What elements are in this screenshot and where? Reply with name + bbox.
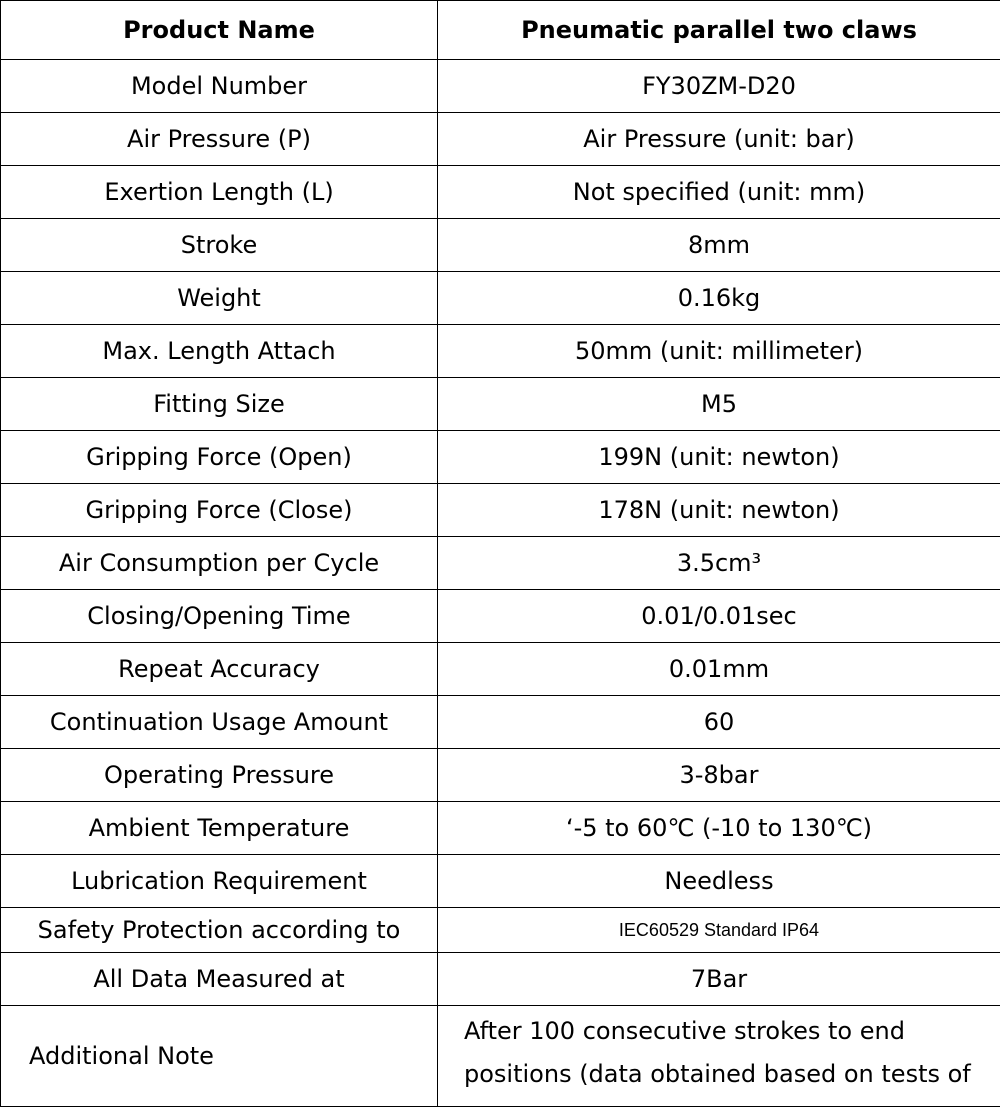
- row-label: Fitting Size: [1, 378, 438, 431]
- row-value: 3-8bar: [438, 749, 1000, 802]
- row-value: 0.16kg: [438, 272, 1000, 325]
- table-row: [1, 60, 1000, 113]
- row-label: Air Pressure (P): [1, 113, 438, 166]
- table-row: [1, 484, 1000, 537]
- row-value: IEC60529 Standard IP64: [438, 908, 1000, 953]
- row-label: Lubrication Requirement: [1, 855, 438, 908]
- row-value: Not specified (unit: mm): [438, 166, 1000, 219]
- row-label: Ambient Temperature: [1, 802, 438, 855]
- table-row: [1, 953, 1000, 1006]
- row-value: ‘-5 to 60℃ (-10 to 130℃): [438, 802, 1000, 855]
- table-row: [1, 219, 1000, 272]
- table-row: [1, 431, 1000, 484]
- row-label: Stroke: [1, 219, 438, 272]
- table-row: [1, 749, 1000, 802]
- row-value: FY30ZM-D20: [438, 60, 1000, 113]
- table-row: [1, 537, 1000, 590]
- row-label: All Data Measured at: [1, 953, 438, 1006]
- row-value: Air Pressure (unit: bar): [438, 113, 1000, 166]
- table-header-row: [1, 1, 1000, 60]
- row-value: M5: [438, 378, 1000, 431]
- note-row: [1, 1006, 1000, 1107]
- row-value: 7Bar: [438, 953, 1000, 1006]
- row-label: Closing/Opening Time: [1, 590, 438, 643]
- header-value-cell: Pneumatic parallel two claws: [438, 1, 1000, 60]
- row-value: 8mm: [438, 219, 1000, 272]
- header-label-cell: Product Name: [1, 1, 438, 60]
- table-row: [1, 908, 1000, 953]
- row-label: Air Consumption per Cycle: [1, 537, 438, 590]
- row-label: Safety Protection according to: [1, 908, 438, 953]
- row-label: Repeat Accuracy: [1, 643, 438, 696]
- row-label: Gripping Force (Open): [1, 431, 438, 484]
- row-label: Gripping Force (Close): [1, 484, 438, 537]
- table-row: [1, 113, 1000, 166]
- table-row: [1, 378, 1000, 431]
- row-label: Max. Length Attach: [1, 325, 438, 378]
- row-label: Exertion Length (L): [1, 166, 438, 219]
- note-label: Additional Note: [1, 1006, 438, 1107]
- table-row: [1, 325, 1000, 378]
- row-value: 50mm (unit: millimeter): [438, 325, 1000, 378]
- row-value: 3.5cm³: [438, 537, 1000, 590]
- note-value-cell: [438, 1006, 1000, 1107]
- row-label: Continuation Usage Amount: [1, 696, 438, 749]
- row-value: 0.01mm: [438, 643, 1000, 696]
- row-label: Weight: [1, 272, 438, 325]
- row-value: 178N (unit: newton): [438, 484, 1000, 537]
- table-row: [1, 590, 1000, 643]
- table-row: [1, 855, 1000, 908]
- row-value: 199N (unit: newton): [438, 431, 1000, 484]
- note-value: After 100 consecutive strokes to end positions (data obtained based on tests of: [464, 1017, 971, 1088]
- table-row: [1, 166, 1000, 219]
- row-value: 0.01/0.01sec: [438, 590, 1000, 643]
- table-row: [1, 272, 1000, 325]
- table-row: [1, 696, 1000, 749]
- row-value: Needless: [438, 855, 1000, 908]
- row-label: Operating Pressure: [1, 749, 438, 802]
- row-value: 60: [438, 696, 1000, 749]
- table-row: [1, 802, 1000, 855]
- table-row: [1, 643, 1000, 696]
- row-label: Model Number: [1, 60, 438, 113]
